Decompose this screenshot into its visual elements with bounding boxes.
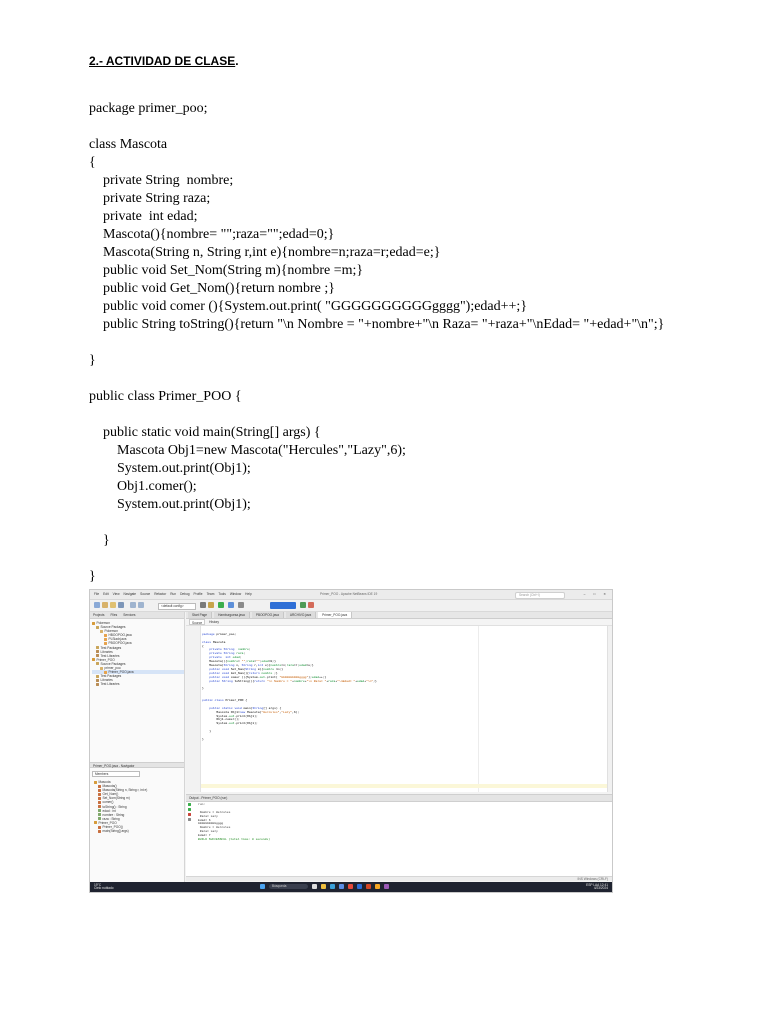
clean-build-icon[interactable] bbox=[208, 602, 214, 608]
output-tab[interactable]: Output - Primer_POO (run) bbox=[186, 795, 612, 802]
activity-heading-period: . bbox=[235, 54, 239, 68]
editor-line: { bbox=[202, 644, 204, 648]
tree-item-label: primer_poo bbox=[104, 666, 121, 671]
editor-line: private String nombre; bbox=[209, 648, 251, 652]
new-file-icon[interactable] bbox=[94, 602, 100, 608]
editor-line: Mascota(String n, String r,int e){nombre=n;raza=r;edad=e;} bbox=[202, 664, 314, 668]
navigator-item-label: main(String[] args) bbox=[102, 829, 129, 834]
settings-icon[interactable] bbox=[188, 818, 191, 821]
tree-item-icon bbox=[92, 622, 95, 625]
tree-item-icon bbox=[100, 667, 103, 670]
rerun-icon[interactable] bbox=[188, 808, 191, 811]
ide-menubar bbox=[90, 590, 612, 600]
editor-tab[interactable]: Primer_POO.java bbox=[318, 612, 352, 618]
member-icon bbox=[98, 830, 101, 833]
code-line bbox=[89, 334, 749, 352]
debug-icon[interactable] bbox=[228, 602, 234, 608]
weather-widget[interactable] bbox=[94, 884, 114, 890]
editor-view-tab[interactable]: History bbox=[209, 620, 220, 624]
editor-code[interactable] bbox=[202, 629, 602, 742]
store-icon[interactable] bbox=[339, 884, 344, 889]
editor-line: } bbox=[202, 687, 204, 691]
stop-icon[interactable] bbox=[188, 813, 191, 816]
editor-line: Obj1.comer(); bbox=[202, 718, 240, 722]
taskbar-search[interactable]: Búsqueda bbox=[269, 884, 308, 889]
tree-item-label: Primer_POO.java bbox=[108, 670, 134, 675]
editor-line: Mascota(){nombre= "";raza="";edad=0;} bbox=[202, 660, 276, 664]
navigator-item-label: Primer_POO() bbox=[102, 825, 123, 830]
editor-line: Mascota Obj1=new Mascota("Hercules","Lazy",6); bbox=[202, 710, 300, 714]
window-title: Primer_POO - Apache NetBeans IDE 19 bbox=[320, 592, 378, 596]
tree-item-label: HBOOPOO.java bbox=[108, 633, 132, 638]
tree-item-label: Primer_POO bbox=[96, 657, 115, 662]
tree-item-icon bbox=[104, 671, 107, 674]
search-input[interactable]: Search (Ctrl+I) bbox=[515, 592, 565, 599]
code-line: public static void main(String[] args) { bbox=[89, 425, 321, 440]
tree-item-icon bbox=[96, 646, 99, 649]
project-tree bbox=[90, 619, 184, 687]
menu-item[interactable]: Debug bbox=[180, 592, 190, 596]
code-line bbox=[89, 550, 749, 568]
tree-item-icon bbox=[96, 675, 99, 678]
code-line: public void comer (){System.out.print( "GGGGGGGGGGgggg");edad++;} bbox=[89, 299, 528, 314]
editor-line: private int edad; bbox=[209, 656, 242, 660]
code-line: private int edad; bbox=[89, 209, 198, 224]
menu-item[interactable]: Source bbox=[140, 592, 151, 596]
office-icon[interactable] bbox=[366, 884, 371, 889]
tree-item-label: Test Libraries bbox=[100, 653, 120, 658]
tree-item-label: PBOOPOO.java bbox=[108, 641, 132, 646]
save-all-icon[interactable] bbox=[118, 602, 124, 608]
editor-line: System.out.print(Obj1); bbox=[202, 722, 258, 726]
chrome-icon[interactable] bbox=[348, 884, 353, 889]
undo-icon[interactable] bbox=[130, 602, 136, 608]
output-line: Raza= Lazy bbox=[198, 814, 218, 818]
tree-item-label: Source Packages bbox=[100, 625, 126, 630]
tree-item-label: Test Libraries bbox=[100, 682, 120, 687]
gc2-icon[interactable] bbox=[308, 602, 314, 608]
editor-line: private String raza; bbox=[209, 652, 246, 656]
editor-tab[interactable]: PBOOPOO.java bbox=[252, 612, 284, 618]
editor-line: public class Primer_POO { bbox=[202, 699, 248, 703]
navigator-item-label: comer() bbox=[102, 800, 114, 805]
menu-item[interactable]: File bbox=[94, 592, 100, 596]
windows-taskbar bbox=[90, 882, 612, 892]
output-panel bbox=[186, 794, 612, 877]
tree-item-label: Pokemon bbox=[104, 629, 118, 634]
code-listing bbox=[89, 100, 749, 586]
member-icon bbox=[98, 789, 101, 792]
code-line: } bbox=[89, 569, 96, 584]
tree-item-icon bbox=[96, 679, 99, 682]
editor-line: } bbox=[202, 737, 204, 741]
start-icon[interactable] bbox=[260, 884, 265, 889]
editor-tab[interactable]: Start Page bbox=[188, 612, 212, 618]
editor-line: System.out.print(Obj1); bbox=[202, 714, 258, 718]
tree-item[interactable] bbox=[92, 682, 184, 686]
code-line: class Mascota bbox=[89, 137, 168, 152]
navigator-item-label: Mascota() bbox=[102, 784, 117, 789]
editor-tab[interactable]: Hamburguesa.java bbox=[214, 612, 250, 618]
window-controls bbox=[584, 592, 606, 596]
editor-line: public void comer (){System.out.print( "GGGGGGGGGGgggg");edad++;} bbox=[209, 675, 327, 679]
editor-line: } bbox=[202, 730, 212, 734]
navigator-item-label: Get_Nom() bbox=[102, 792, 119, 797]
taskbar-center bbox=[260, 884, 389, 889]
edge-icon[interactable] bbox=[330, 884, 335, 889]
tree-item-label: Libraries bbox=[100, 678, 113, 683]
output-line: GGGGGGGGGGgggg bbox=[198, 822, 224, 826]
navigator-title: Primer_POO.java - Navigator bbox=[90, 762, 184, 768]
ide-toolbar bbox=[90, 600, 612, 612]
new-project-icon[interactable] bbox=[102, 602, 108, 608]
run-icon[interactable] bbox=[218, 602, 224, 608]
member-icon bbox=[98, 817, 101, 820]
output-text bbox=[198, 803, 270, 842]
member-icon bbox=[94, 781, 97, 784]
line-number-gutter bbox=[186, 626, 201, 792]
menu-items bbox=[94, 592, 252, 596]
code-line bbox=[89, 370, 749, 388]
navigator-item-label: toString() : String bbox=[102, 804, 127, 809]
panel-tab[interactable]: Services bbox=[123, 613, 136, 617]
open-project-icon[interactable] bbox=[110, 602, 116, 608]
member-icon bbox=[98, 793, 101, 796]
tray-time: 12:41 bbox=[600, 883, 608, 887]
code-line: package primer_poo; bbox=[89, 101, 208, 116]
editor-view-tab[interactable]: Source bbox=[189, 619, 205, 625]
menu-item[interactable]: Navigate bbox=[123, 592, 137, 596]
panel-tab[interactable]: Files bbox=[110, 613, 118, 617]
code-line: Obj1.comer(); bbox=[89, 479, 197, 494]
editor-scrollbar[interactable] bbox=[607, 626, 612, 792]
editor-line: public static void main(String[] args) { bbox=[209, 706, 282, 710]
rerun-icon[interactable] bbox=[188, 803, 191, 806]
code-line: } bbox=[89, 533, 110, 548]
tree-item-icon bbox=[92, 658, 95, 661]
editor-line: public void Get_Nom(){return nombre ;} bbox=[209, 671, 278, 675]
tree-item-icon bbox=[96, 654, 99, 657]
menu-item[interactable]: Team bbox=[206, 592, 215, 596]
tree-item-label: Libraries bbox=[100, 649, 113, 654]
code-line: } bbox=[89, 353, 96, 368]
navigator-item-label: edad : int bbox=[102, 808, 116, 813]
menu-item[interactable]: Refactor bbox=[154, 592, 167, 596]
tree-item-icon bbox=[104, 642, 107, 645]
navigator-item-label: Primer_POO bbox=[98, 820, 117, 825]
member-icon bbox=[98, 809, 101, 812]
member-icon bbox=[98, 813, 101, 816]
member-icon bbox=[94, 821, 97, 824]
tree-item-label: Source Packages bbox=[100, 661, 126, 666]
output-line: BUILD SUCCESSFUL (total time: 0 seconds) bbox=[198, 838, 271, 842]
code-line: public void Get_Nom(){return nombre ;} bbox=[89, 281, 335, 296]
navigator-panel bbox=[90, 770, 184, 833]
tree-item-label: Pokemon bbox=[96, 621, 110, 625]
menu-item[interactable]: Window bbox=[229, 592, 242, 596]
code-line bbox=[89, 118, 749, 136]
navigator-item-label: nombre : String bbox=[102, 812, 125, 817]
config-select[interactable]: <default config> bbox=[158, 603, 196, 610]
output-line: Edad= 7 bbox=[198, 834, 211, 838]
system-tray[interactable] bbox=[586, 884, 608, 890]
member-icon bbox=[98, 805, 101, 808]
file-explorer-icon[interactable] bbox=[321, 884, 326, 889]
panel-tab[interactable]: Projects bbox=[93, 613, 105, 617]
tree-item-label: PLSiadr.java bbox=[108, 637, 127, 642]
close-icon[interactable]: ✕ bbox=[603, 592, 606, 596]
code-line: { bbox=[89, 155, 96, 170]
task-view-icon[interactable] bbox=[312, 884, 317, 889]
navigator-item-label: raza : String bbox=[102, 816, 120, 821]
gc-icon[interactable] bbox=[300, 602, 306, 608]
projects-panel-tabs bbox=[90, 612, 184, 619]
menu-item[interactable]: Edit bbox=[103, 592, 109, 596]
code-line: public class Primer_POO { bbox=[89, 389, 242, 404]
tree-item-label: Test Packages bbox=[100, 645, 122, 650]
profile-icon[interactable] bbox=[238, 602, 244, 608]
netbeans-icon[interactable] bbox=[375, 884, 380, 889]
menu-item[interactable]: Run bbox=[170, 592, 177, 596]
editor-tab[interactable]: ARCHIVO.java bbox=[286, 612, 316, 618]
tree-item-icon bbox=[96, 662, 99, 665]
code-line: System.out.print(Obj1); bbox=[89, 461, 251, 476]
code-line: Mascota(){nombre= "";raza="";edad=0;} bbox=[89, 227, 335, 242]
output-actions bbox=[188, 803, 193, 821]
menu-item[interactable]: Tools bbox=[218, 592, 226, 596]
maximize-icon[interactable]: □ bbox=[593, 592, 596, 596]
navigator-combo[interactable]: Members bbox=[92, 771, 140, 777]
member-icon bbox=[98, 785, 101, 788]
editor-line: package primer_poo; bbox=[202, 632, 237, 636]
ide-screenshot bbox=[89, 589, 613, 893]
code-line: System.out.print(Obj1); bbox=[89, 497, 251, 512]
editor-line: public void Set_Nom(String m){nombre =m;} bbox=[209, 667, 284, 671]
minimize-icon[interactable]: – bbox=[583, 592, 586, 596]
tree-item-icon bbox=[96, 683, 99, 686]
navigator-item-label: Mascota(String n, String r, int e) bbox=[102, 788, 148, 793]
redo-icon[interactable] bbox=[138, 602, 144, 608]
projects-panel bbox=[90, 612, 185, 882]
code-line bbox=[89, 514, 749, 532]
code-line: Mascota Obj1=new Mascota("Hercules","Lazy",6); bbox=[89, 443, 406, 458]
output-line: Raza= Lazy bbox=[198, 830, 218, 834]
code-line: private String nombre; bbox=[89, 173, 234, 188]
navigator-item[interactable] bbox=[92, 829, 184, 833]
output-line: run: bbox=[198, 803, 206, 806]
activity-heading-text: 2.- ACTIVIDAD DE CLASE bbox=[89, 54, 236, 68]
app-icon[interactable] bbox=[384, 884, 389, 889]
output-line: Nombre = Hercules bbox=[198, 826, 231, 830]
tree-item-icon bbox=[96, 626, 99, 629]
weather-desc: Cielo nublado bbox=[94, 886, 114, 890]
navigator-item-label: Mascota bbox=[98, 780, 111, 784]
member-icon bbox=[98, 801, 101, 804]
member-icon bbox=[98, 826, 101, 829]
menu-item[interactable]: Profile bbox=[193, 592, 203, 596]
status-bar: INS Windows (CRLF) bbox=[186, 876, 612, 881]
tree-item-icon bbox=[96, 650, 99, 653]
tree-item-icon bbox=[100, 630, 103, 633]
code-line: public void Set_Nom(String m){nombre =m;} bbox=[89, 263, 364, 278]
tray-lang: ESP LAA bbox=[586, 883, 600, 887]
editor-line: class Mascota bbox=[202, 640, 226, 644]
code-line: private String raza; bbox=[89, 191, 211, 206]
navigator-item-label: Set_Nom(String m) bbox=[102, 796, 130, 801]
code-line bbox=[89, 406, 749, 424]
code-line: public String toString(){return "\n Nombre = "+nombre+"\n Raza= "+raza+"\nEdad= "+edad+"\n";} bbox=[89, 317, 665, 332]
menu-item[interactable]: Help bbox=[245, 592, 252, 596]
member-icon bbox=[98, 797, 101, 800]
navigator-tree bbox=[90, 778, 184, 833]
activity-heading bbox=[89, 54, 239, 68]
tree-item-label: Test Packages bbox=[100, 674, 122, 679]
weather-temp: 19°C bbox=[94, 883, 102, 887]
editor-toolbar bbox=[186, 619, 612, 626]
output-line: Edad= 6 bbox=[198, 818, 211, 822]
editor-line: public String toString(){return "\n Nombre = "+nombre+"\n Raza= "+raza+"\nEdad= "+edad+"\n";} bbox=[209, 679, 377, 683]
current-line-highlight bbox=[201, 784, 607, 788]
app-icon[interactable] bbox=[357, 884, 362, 889]
tree-item-icon bbox=[104, 634, 107, 637]
build-progress-button[interactable] bbox=[270, 602, 296, 609]
output-line: Nombre = Hercules bbox=[198, 810, 231, 814]
editor-tabs bbox=[186, 612, 612, 619]
tree-item-icon bbox=[104, 638, 107, 641]
build-icon[interactable] bbox=[200, 602, 206, 608]
editor-panel bbox=[186, 612, 612, 792]
menu-item[interactable]: View bbox=[112, 592, 120, 596]
code-line: Mascota(String n, String r,int e){nombre=n;raza=r;edad=e;} bbox=[89, 245, 441, 260]
tray-date: 4/23/2024 bbox=[593, 886, 608, 890]
